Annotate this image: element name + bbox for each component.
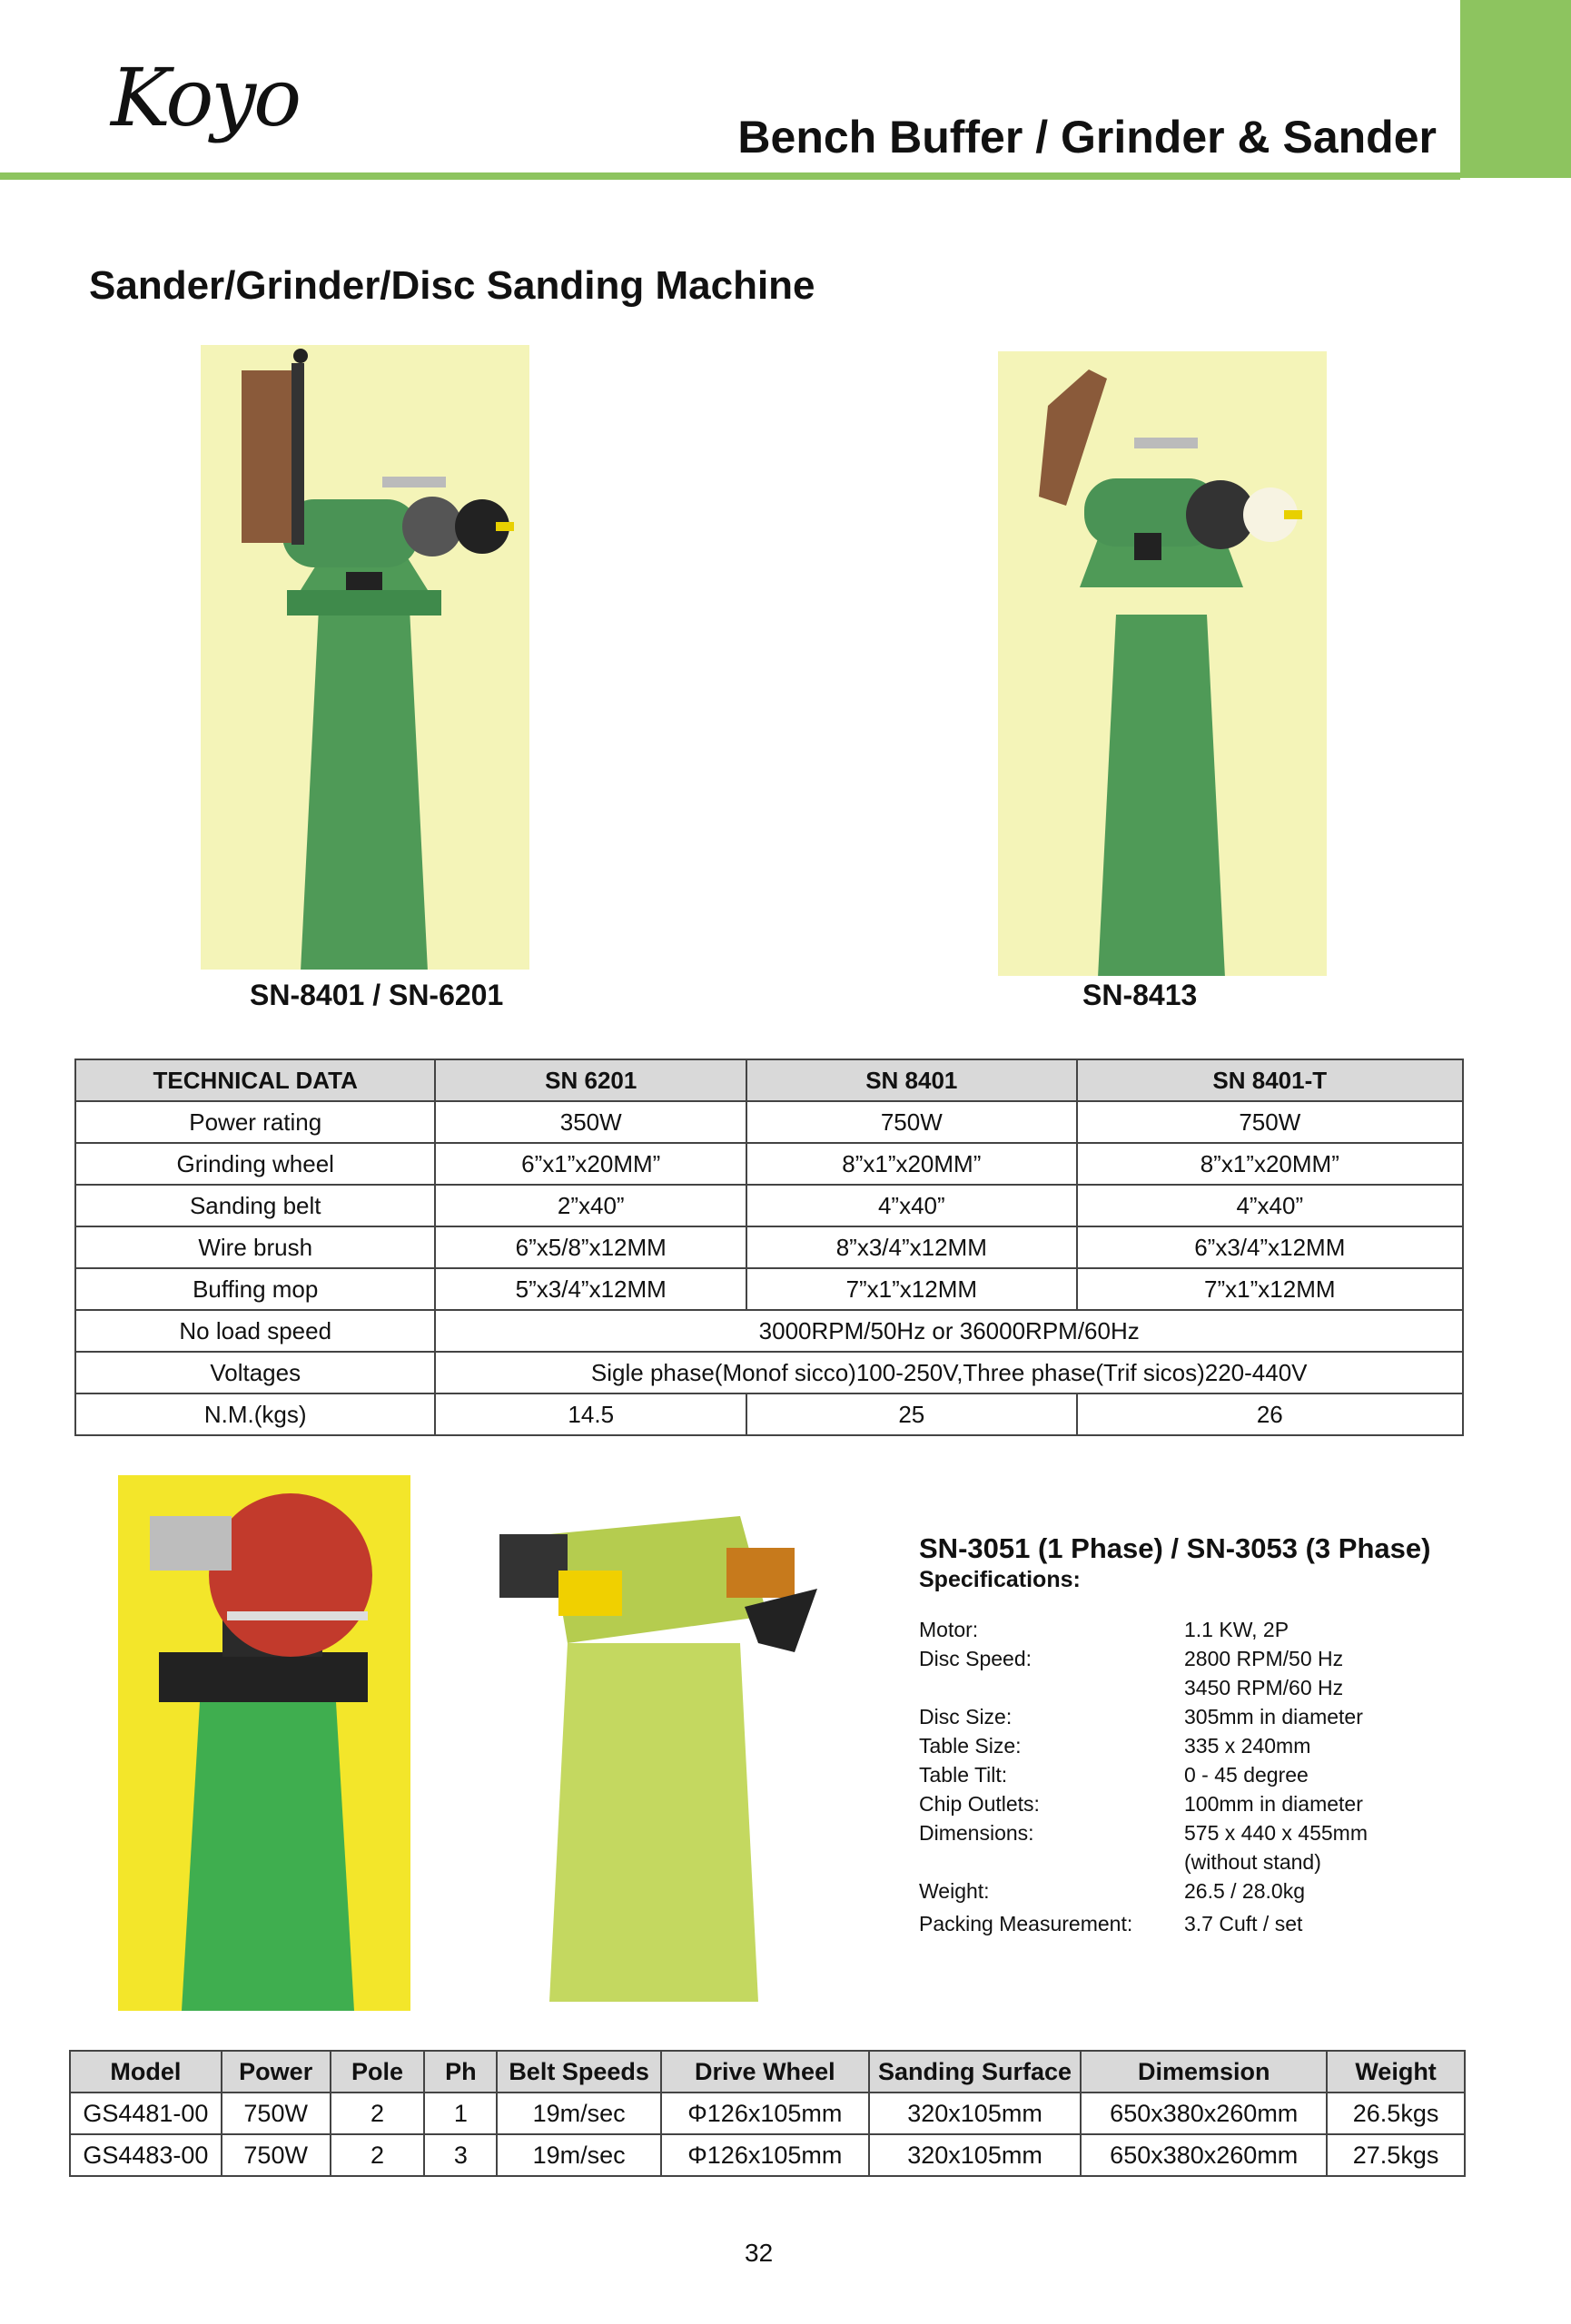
spec-value: 3450 RPM/60 Hz	[1184, 1676, 1344, 1699]
header-cell: Sanding Surface	[869, 2051, 1082, 2093]
header-cell: Dimemsion	[1081, 2051, 1327, 2093]
header-green-rule	[0, 172, 1460, 180]
sn-8401-photo	[201, 345, 529, 970]
header-cell: SN 8401	[746, 1059, 1077, 1101]
spec-value: 100mm in diameter	[1184, 1792, 1363, 1816]
table-row	[75, 1393, 1463, 1435]
header-cell: Weight	[1327, 2051, 1465, 2093]
table-row	[75, 1226, 1463, 1268]
table-row	[75, 1101, 1463, 1143]
table-cell: 750W	[222, 2093, 331, 2134]
table-header-row	[75, 1059, 1463, 1101]
spec-label: Dimensions:	[919, 1821, 1034, 1845]
table-cell: 6”x1”x20MM”	[435, 1143, 746, 1185]
table-cell: 14.5	[435, 1393, 746, 1435]
table-cell: 26	[1077, 1393, 1463, 1435]
table-cell: 4”x40”	[1077, 1185, 1463, 1226]
table-cell: 8”x3/4”x12MM	[746, 1226, 1077, 1268]
table-cell: 750W	[222, 2134, 331, 2176]
page-header-title: Bench Buffer / Grinder & Sander	[737, 112, 1437, 162]
table-row	[70, 2134, 1465, 2176]
spec-subtitle: Specifications:	[919, 1567, 1081, 1592]
table-cell: 8”x1”x20MM”	[746, 1143, 1077, 1185]
spec-value: 2800 RPM/50 Hz	[1184, 1647, 1344, 1670]
table-cell: 5”x3/4”x12MM	[435, 1268, 746, 1310]
caption-sn-8401: SN-8401 / SN-6201	[250, 979, 504, 1011]
table-cell: 650x380x260mm	[1081, 2134, 1327, 2176]
table-cell: 26.5kgs	[1327, 2093, 1465, 2134]
table-cell: 19m/sec	[497, 2093, 661, 2134]
table-row	[75, 1352, 1463, 1393]
table-cell: 8”x1”x20MM”	[1077, 1143, 1463, 1185]
belt-sander-photo	[495, 1507, 817, 2002]
table-cell: GS4481-00	[70, 2093, 222, 2134]
table-row	[75, 1185, 1463, 1226]
spec-value: (without stand)	[1184, 1850, 1321, 1874]
table-cell: 750W	[1077, 1101, 1463, 1143]
header-cell: Model	[70, 2051, 222, 2093]
table-cell: Buffing mop	[75, 1268, 435, 1310]
table-row	[70, 2093, 1465, 2134]
table-cell: 3000RPM/50Hz or 36000RPM/60Hz	[435, 1310, 1463, 1352]
spec-label: Chip Outlets:	[919, 1792, 1040, 1816]
table-cell: No load speed	[75, 1310, 435, 1352]
table-cell: N.M.(kgs)	[75, 1393, 435, 1435]
table-cell: 2	[331, 2134, 425, 2176]
sn-8413-photo	[998, 351, 1327, 976]
table-cell: 750W	[746, 1101, 1077, 1143]
table-cell: Power rating	[75, 1101, 435, 1143]
spec-value: 1.1 KW, 2P	[1184, 1618, 1289, 1641]
table-cell: 7”x1”x12MM	[746, 1268, 1077, 1310]
spec-label: Disc Size:	[919, 1705, 1013, 1728]
spec-label: Table Tilt:	[919, 1763, 1008, 1787]
table-row	[75, 1143, 1463, 1185]
table-cell: 6”x3/4”x12MM	[1077, 1226, 1463, 1268]
table-cell: Voltages	[75, 1352, 435, 1393]
header-cell: Pole	[331, 2051, 425, 2093]
table-cell: 320x105mm	[869, 2134, 1082, 2176]
spec-label: Disc Speed:	[919, 1647, 1033, 1670]
table-cell: 3	[424, 2134, 497, 2176]
table-cell: 4”x40”	[746, 1185, 1077, 1226]
table-cell: 1	[424, 2093, 497, 2134]
table-cell: GS4483-00	[70, 2134, 222, 2176]
gs-model-table	[69, 2050, 1466, 2177]
spec-value: 26.5 / 28.0kg	[1184, 1879, 1305, 1903]
spec-value: 575 x 440 x 455mm	[1184, 1821, 1368, 1845]
header-cell: Drive Wheel	[661, 2051, 869, 2093]
spec-value: 335 x 240mm	[1184, 1734, 1311, 1758]
spec-label: Packing Measurement:	[919, 1912, 1133, 1935]
header-cell: Belt Speeds	[497, 2051, 661, 2093]
spec-title: SN-3051 (1 Phase) / SN-3053 (3 Phase)	[919, 1532, 1431, 1564]
table-row	[75, 1310, 1463, 1352]
spec-label: Motor:	[919, 1618, 979, 1641]
spec-label: Weight:	[919, 1879, 990, 1903]
table-row	[75, 1268, 1463, 1310]
table-cell: Sanding belt	[75, 1185, 435, 1226]
table-cell: Φ126x105mm	[661, 2093, 869, 2134]
spec-label: Table Size:	[919, 1734, 1022, 1758]
table-cell: 2	[331, 2093, 425, 2134]
page-number: 32	[745, 2239, 774, 2267]
table-cell: 350W	[435, 1101, 746, 1143]
table-cell: 25	[746, 1393, 1077, 1435]
table-cell: Grinding wheel	[75, 1143, 435, 1185]
header-cell: Ph	[424, 2051, 497, 2093]
spec-value: 0 - 45 degree	[1184, 1763, 1309, 1787]
table-cell: Φ126x105mm	[661, 2134, 869, 2176]
disc-sander-photo	[118, 1475, 410, 2011]
technical-data-table	[74, 1059, 1464, 1436]
header-green-block	[1460, 0, 1571, 178]
header-cell: Power	[222, 2051, 331, 2093]
spec-value: 3.7 Cuft / set	[1184, 1912, 1303, 1935]
table-cell: 2”x40”	[435, 1185, 746, 1226]
table-header-row	[70, 2051, 1465, 2093]
header-cell: SN 8401-T	[1077, 1059, 1463, 1101]
table-cell: 7”x1”x12MM	[1077, 1268, 1463, 1310]
table-cell: Sigle phase(Monof sicco)100-250V,Three phase(Trif sicos)220-440V	[435, 1352, 1463, 1393]
table-cell: 320x105mm	[869, 2093, 1082, 2134]
table-cell: 6”x5/8”x12MM	[435, 1226, 746, 1268]
table-cell: 19m/sec	[497, 2134, 661, 2176]
table-cell: 650x380x260mm	[1081, 2093, 1327, 2134]
table-cell: 27.5kgs	[1327, 2134, 1465, 2176]
koyo-logo: Koyo	[111, 51, 300, 144]
section-title: Sander/Grinder/Disc Sanding Machine	[89, 263, 815, 308]
caption-sn-8413: SN-8413	[1082, 979, 1198, 1011]
header-cell: SN 6201	[435, 1059, 746, 1101]
header-cell: TECHNICAL DATA	[75, 1059, 435, 1101]
table-cell: Wire brush	[75, 1226, 435, 1268]
spec-value: 305mm in diameter	[1184, 1705, 1363, 1728]
